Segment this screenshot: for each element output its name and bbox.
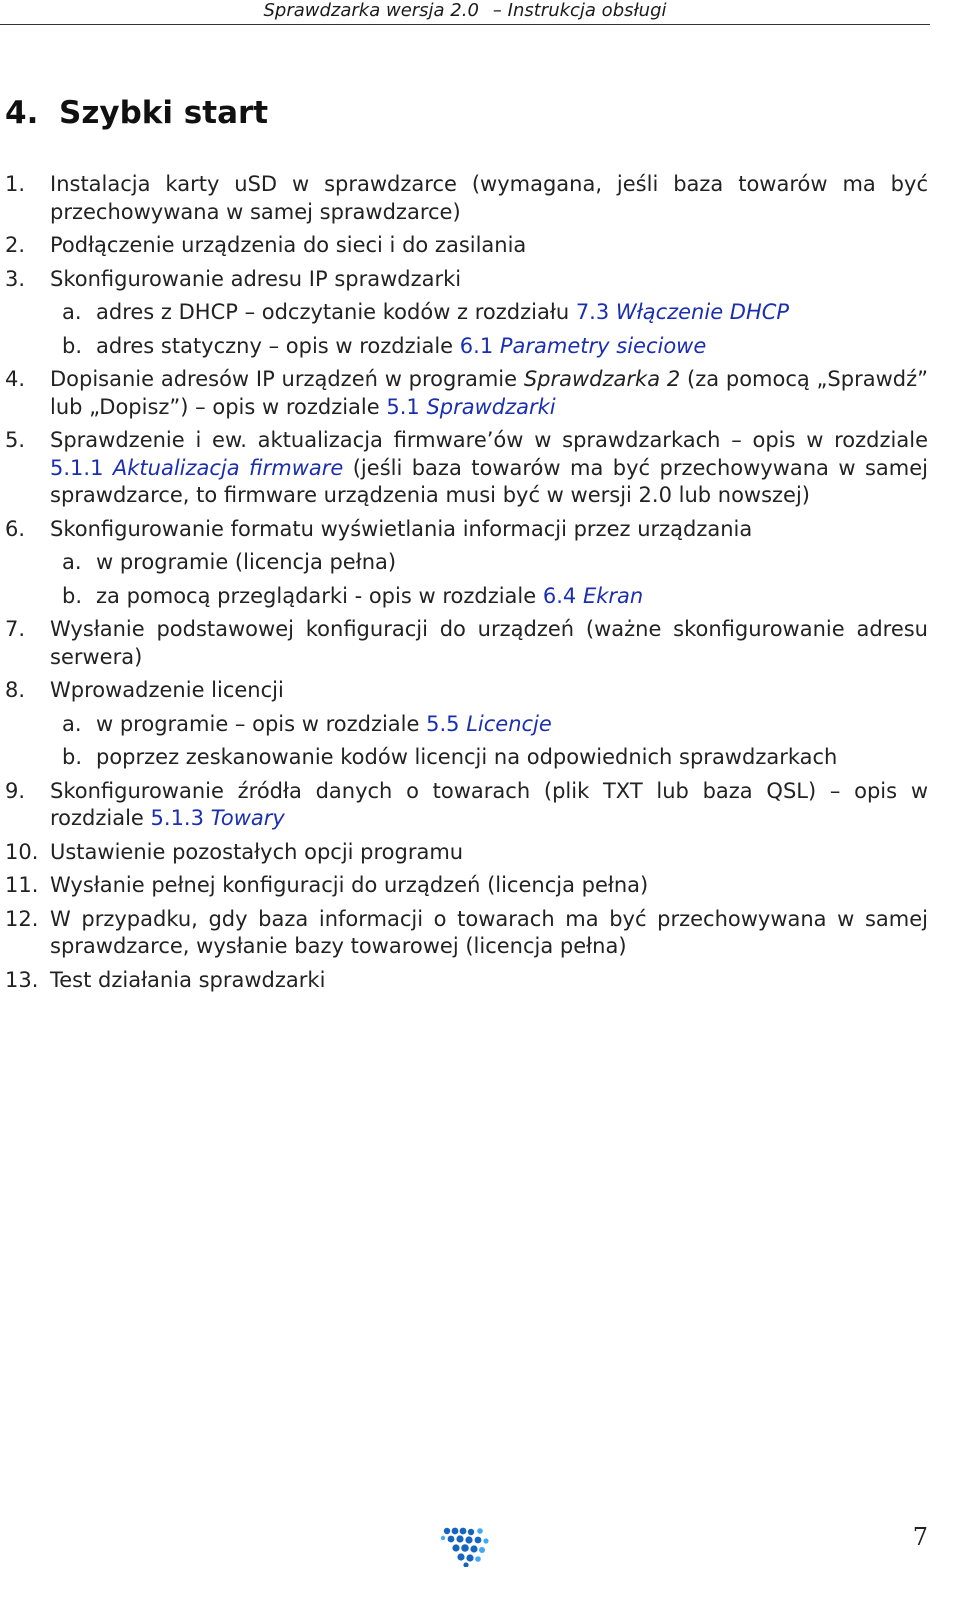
step-13 bbox=[5, 967, 928, 995]
step-6b bbox=[5, 583, 928, 611]
substep-text: adres statyczny – opis w rozdziale bbox=[96, 333, 460, 358]
step-10 bbox=[5, 839, 928, 867]
step-text: Ustawienie pozostałych opcji programu bbox=[50, 839, 464, 864]
link-ref-title: Aktualizacja firmware bbox=[112, 455, 344, 480]
step-8a bbox=[5, 711, 928, 739]
step-number: 5. bbox=[5, 428, 26, 452]
link-ref-title: Włączenie DHCP bbox=[615, 300, 790, 324]
link-ref-num: 6.4 bbox=[542, 583, 577, 608]
link-licenses-section[interactable] bbox=[426, 712, 552, 736]
link-screen-section[interactable] bbox=[543, 584, 643, 608]
step-number: 1. bbox=[5, 172, 26, 196]
step-12 bbox=[5, 906, 928, 961]
substep-text: adres z DHCP – odczytanie kodów z rozdziału bbox=[96, 300, 576, 324]
step-text: Skonfigurowanie formatu wyświetlania informacji przez urządzania bbox=[50, 516, 753, 541]
link-ref-num: 7.3 bbox=[575, 300, 610, 324]
step-text: Wprowadzenie licencji bbox=[50, 678, 284, 702]
step-9 bbox=[5, 778, 928, 833]
step-text: Dopisanie adresów IP urządzeń w programie bbox=[50, 367, 524, 391]
step-1 bbox=[5, 171, 928, 226]
link-sprawdzarki-section[interactable] bbox=[386, 395, 555, 419]
step-text: (jeśli baza towarów ma być przechowywana w samej sprawdzarce, to firmware urządzenia musi być w wersji 2.0 lub nowszej) bbox=[50, 455, 928, 507]
link-ref-num: 5.1.3 bbox=[150, 806, 204, 830]
company-logo-icon bbox=[440, 1525, 490, 1567]
step-6a bbox=[5, 549, 928, 577]
step-8b bbox=[5, 744, 928, 772]
step-3b bbox=[5, 333, 928, 361]
step-text: Skonfigurowanie adresu IP sprawdzarki bbox=[50, 266, 462, 291]
substep-letter: a. bbox=[62, 300, 82, 324]
section-title-text: Szybki start bbox=[59, 95, 269, 131]
substep-text: w programie – opis w rozdziale bbox=[96, 711, 427, 736]
link-products-section[interactable] bbox=[151, 806, 285, 830]
step-text: Podłączenie urządzenia do sieci i do zasilania bbox=[50, 233, 527, 257]
step-number: 9. bbox=[5, 778, 26, 803]
step-8 bbox=[5, 677, 928, 705]
link-dhcp-section[interactable] bbox=[576, 300, 789, 324]
step-text: Skonfigurowanie źródła danych o towarach (plik TXT lub baza QSL) – opis w rozdziale bbox=[50, 778, 928, 830]
substep-letter: a. bbox=[62, 550, 82, 574]
substep-letter: b. bbox=[62, 583, 83, 608]
substep-letter: b. bbox=[62, 333, 83, 358]
step-text: Wysłanie podstawowej konfiguracji do urządzeń (ważne skonfigurowanie adresu serwera) bbox=[50, 617, 928, 669]
step-7 bbox=[5, 616, 928, 671]
substep-text: za pomocą przeglądarki - opis w rozdziale bbox=[96, 583, 543, 608]
step-text: W przypadku, gdy baza informacji o towarach ma być przechowywana w samej sprawdzarce, wysłanie bazy towarowej (licencja pełna) bbox=[50, 906, 928, 958]
step-text: Instalacja karty uSD w sprawdzarce (wymagana, jeśli baza towarów ma być przechowywana w samej sprawdzarce) bbox=[50, 172, 928, 224]
link-ref-num: 5.1.1 bbox=[50, 455, 104, 480]
link-ref-title: Ekran bbox=[582, 583, 644, 608]
section-title bbox=[5, 95, 268, 131]
link-ref-title: Towary bbox=[210, 806, 285, 830]
link-ref-num: 5.1 bbox=[386, 394, 420, 419]
link-ref-title: Parametry sieciowe bbox=[499, 333, 707, 358]
page-number: 7 bbox=[912, 1523, 928, 1551]
substep-letter: a. bbox=[62, 711, 82, 736]
step-number: 7. bbox=[5, 617, 26, 641]
substep-letter: b. bbox=[62, 745, 83, 769]
link-ref-num: 6.1 bbox=[459, 333, 494, 358]
substep-text: w programie (licencja pełna) bbox=[96, 550, 397, 574]
step-number: 8. bbox=[5, 678, 26, 702]
quick-start-steps bbox=[5, 171, 928, 994]
header-doc-title: Sprawdzarka wersja 2.0 bbox=[263, 0, 479, 21]
step-number: 12. bbox=[5, 906, 39, 931]
substep-text: poprzez zeskanowanie kodów licencji na odpowiednich sprawdzarkach bbox=[96, 745, 838, 769]
step-number: 13. bbox=[5, 967, 39, 992]
step-number: 6. bbox=[5, 516, 26, 541]
section-number: 4. bbox=[5, 95, 39, 131]
link-network-params-section[interactable] bbox=[460, 334, 707, 358]
step-text: (za pomocą „Sprawdź” lub „Dopisz”) – opis w rozdziale bbox=[50, 367, 928, 419]
step-6 bbox=[5, 516, 928, 544]
step-text: Test działania sprawdzarki bbox=[50, 967, 326, 992]
step-3 bbox=[5, 266, 928, 294]
step-text: Sprawdzenie i ew. aktualizacja firmware’ów w sprawdzarkach – opis w rozdziale bbox=[50, 428, 928, 452]
step-text: Wysłanie pełnej konfiguracji do urządzeń (licencja pełna) bbox=[50, 873, 649, 897]
link-ref-title: Sprawdzarki bbox=[426, 394, 556, 419]
link-firmware-update-section[interactable] bbox=[50, 456, 343, 480]
link-ref-title: Licencje bbox=[466, 711, 552, 736]
step-2 bbox=[5, 232, 928, 260]
step-number: 3. bbox=[5, 266, 26, 291]
step-number: 4. bbox=[5, 367, 26, 391]
step-number: 11. bbox=[5, 873, 39, 897]
step-number: 2. bbox=[5, 233, 26, 257]
step-3a bbox=[5, 299, 928, 327]
program-name: Sprawdzarka 2 bbox=[523, 367, 681, 391]
step-4 bbox=[5, 366, 928, 421]
step-number: 10. bbox=[5, 839, 39, 864]
step-11 bbox=[5, 872, 928, 900]
header-section: – Instrukcja obsługi bbox=[492, 0, 667, 21]
link-ref-num: 5.5 bbox=[426, 711, 460, 736]
step-5 bbox=[5, 427, 928, 510]
running-header bbox=[0, 0, 930, 25]
